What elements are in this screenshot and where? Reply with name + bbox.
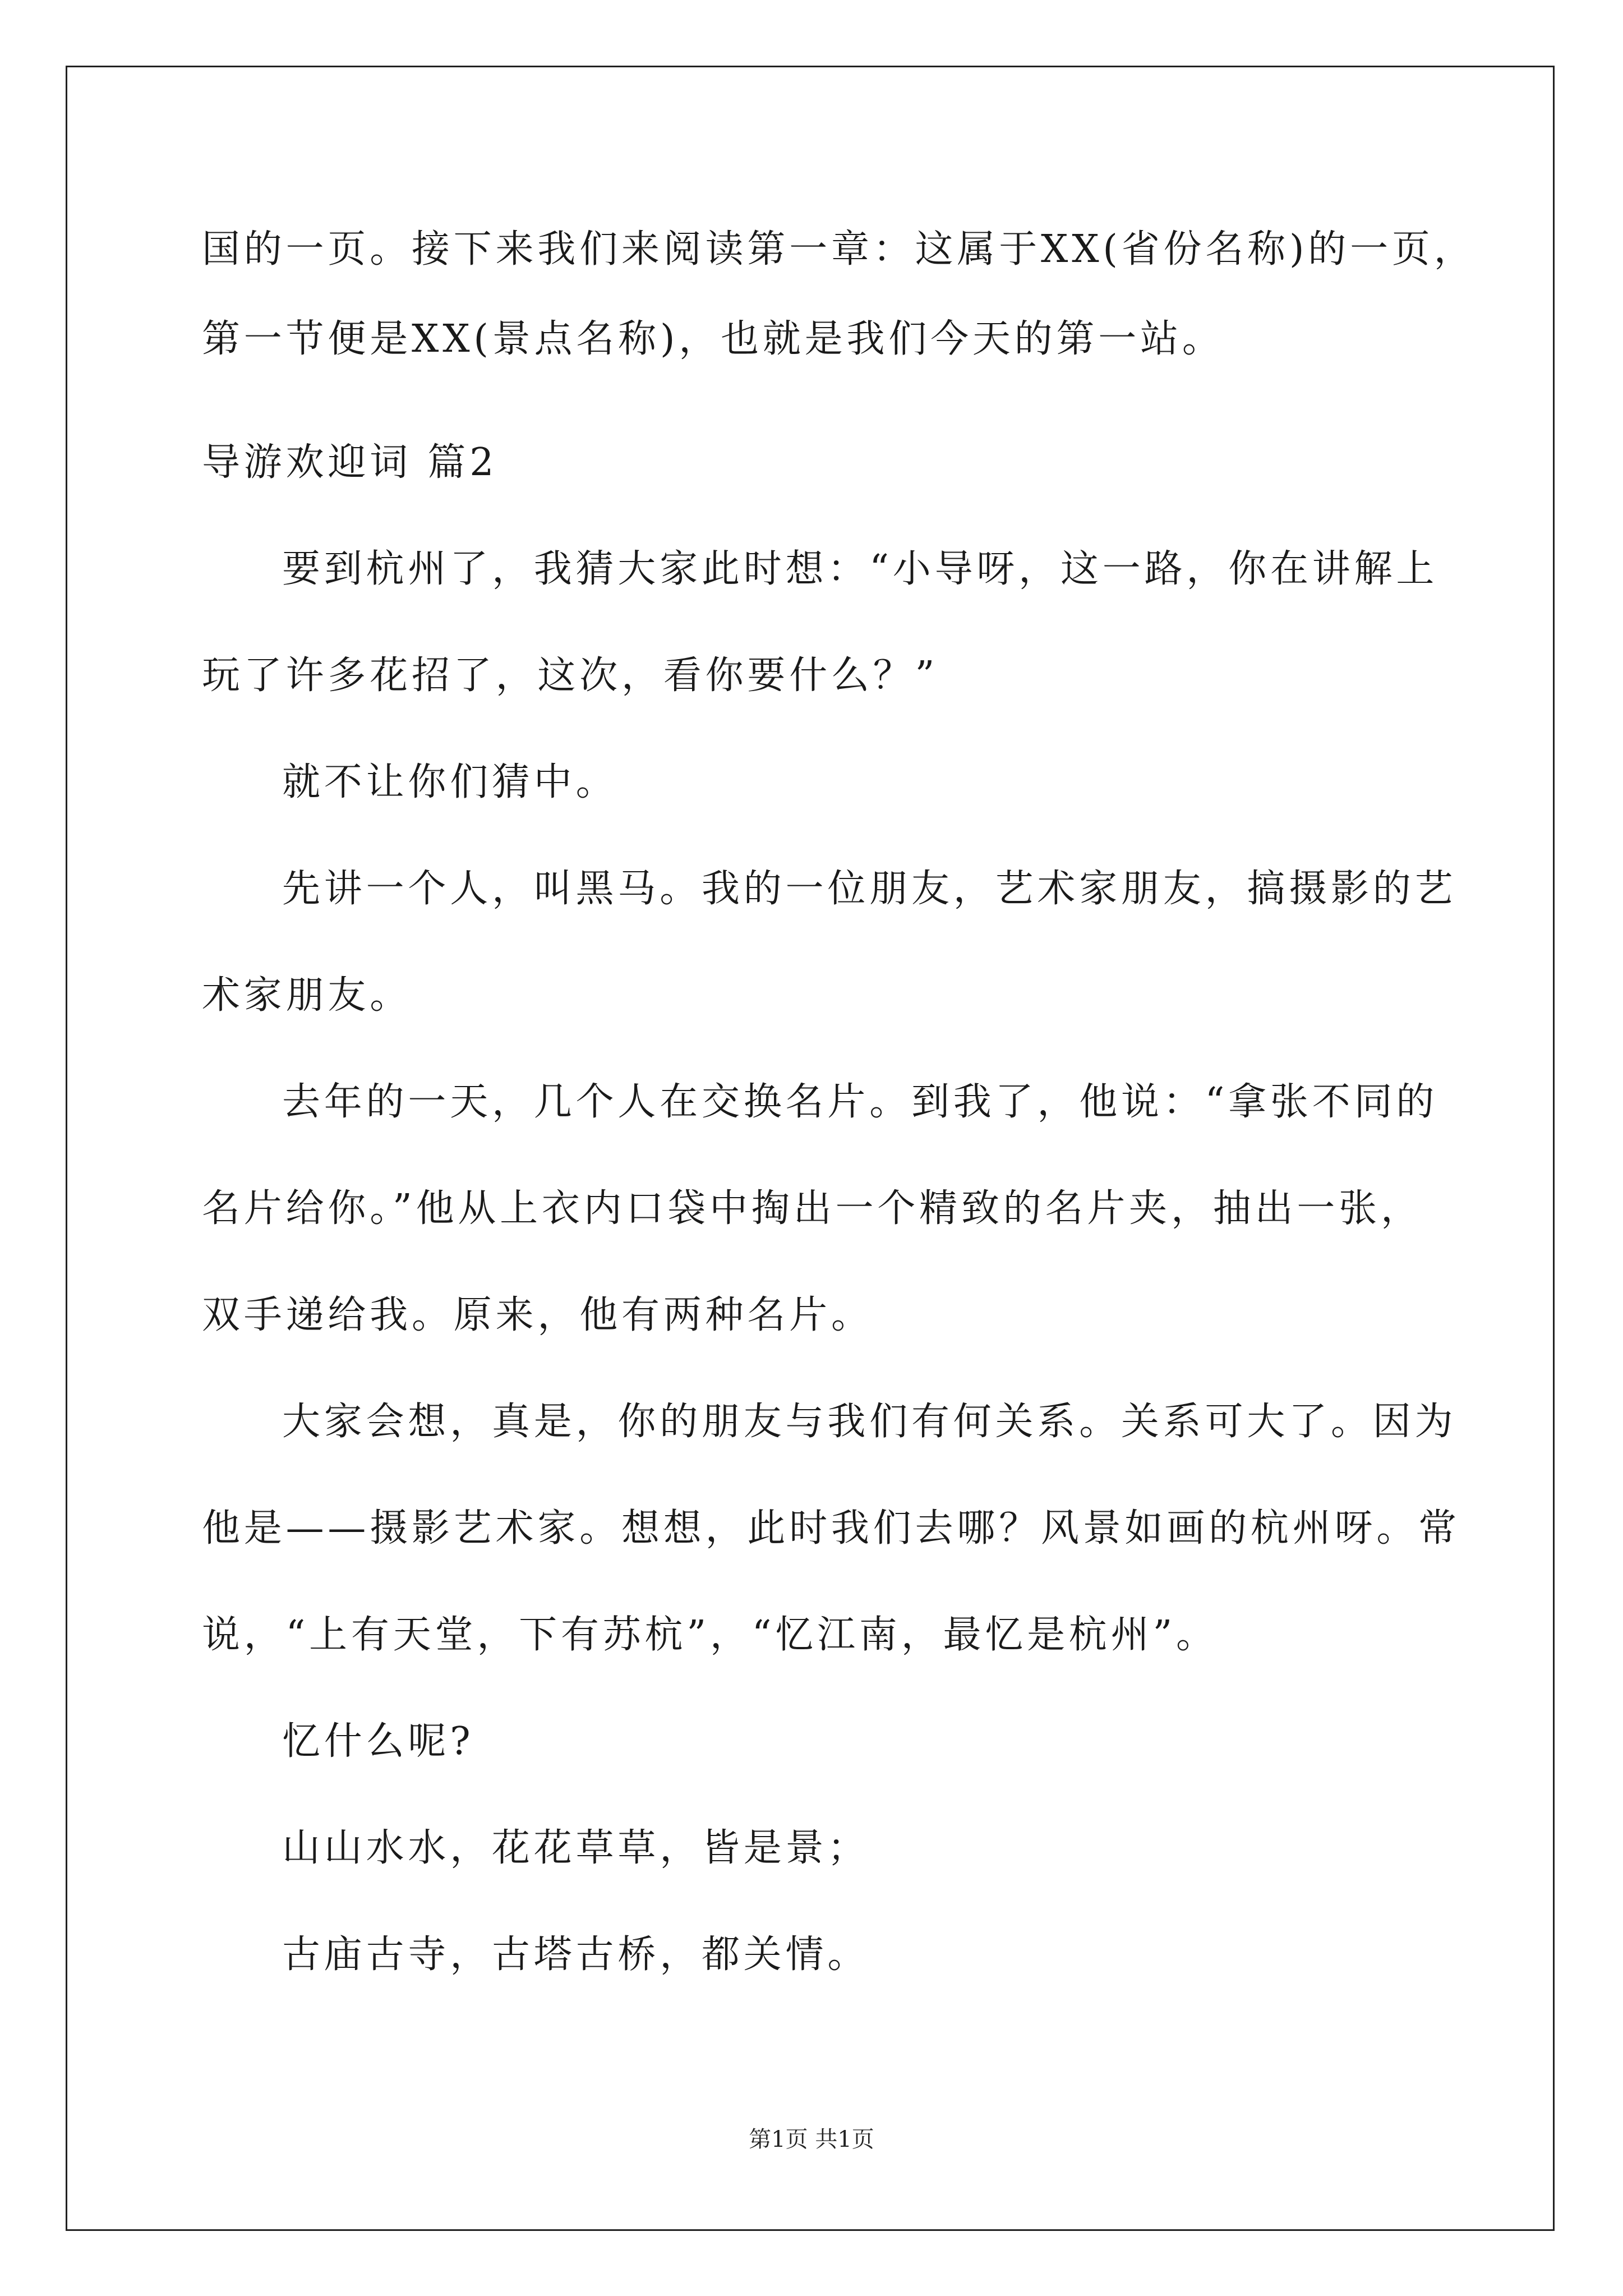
- paragraph-line: 山山水水，花花草草，皆是景；: [282, 1826, 870, 1870]
- paragraph-line: 要到杭州了，我猜大家此时想：“小导呀，这一路，你在讲解上: [282, 547, 1438, 591]
- paragraph-line: 玩了许多花招了，这次，看你要什么？”: [202, 654, 939, 698]
- paragraph-line: 术家朋友。: [202, 973, 412, 1018]
- paragraph-line: 说，“上有天堂，下有苏杭”，“忆江南，最忆是杭州”。: [202, 1613, 1218, 1657]
- paragraph-line: 忆什么呢?: [282, 1719, 474, 1764]
- paragraph-line: 去年的一天，几个人在交换名片。到我了，他说：“拿张不同的: [282, 1080, 1438, 1124]
- paragraph-line: 大家会想，真是，你的朋友与我们有何关系。关系可大了。因为: [282, 1400, 1457, 1444]
- page-number-footer: 第1页 共1页: [749, 2127, 874, 2152]
- paragraph-line: 就不让你们猜中。: [282, 760, 618, 804]
- paragraph-line: 双手递给我。原来，他有两种名片。: [202, 1293, 873, 1337]
- paragraph-line: 国的一页。接下来我们来阅读第一章：这属于XX(省份名称)的一页，: [202, 227, 1476, 272]
- page-border: [66, 66, 1555, 2231]
- paragraph-line: 第一节便是XX(景点名称)，也就是我们今天的第一站。: [202, 317, 1224, 361]
- paragraph-line: 名片给你。”他从上衣内口袋中掏出一个精致的名片夹，抽出一张，: [202, 1186, 1423, 1231]
- paragraph-line: 古庙古寺，古塔古桥，都关情。: [282, 1932, 870, 1977]
- paragraph-line: 先讲一个人，叫黑马。我的一位朋友，艺术家朋友，搞摄影的艺: [282, 867, 1457, 911]
- paragraph-line: 他是——摄影艺术家。想想，此时我们去哪？风景如画的杭州呀。常: [202, 1506, 1461, 1550]
- section-heading: 导游欢迎词 篇2: [202, 440, 498, 485]
